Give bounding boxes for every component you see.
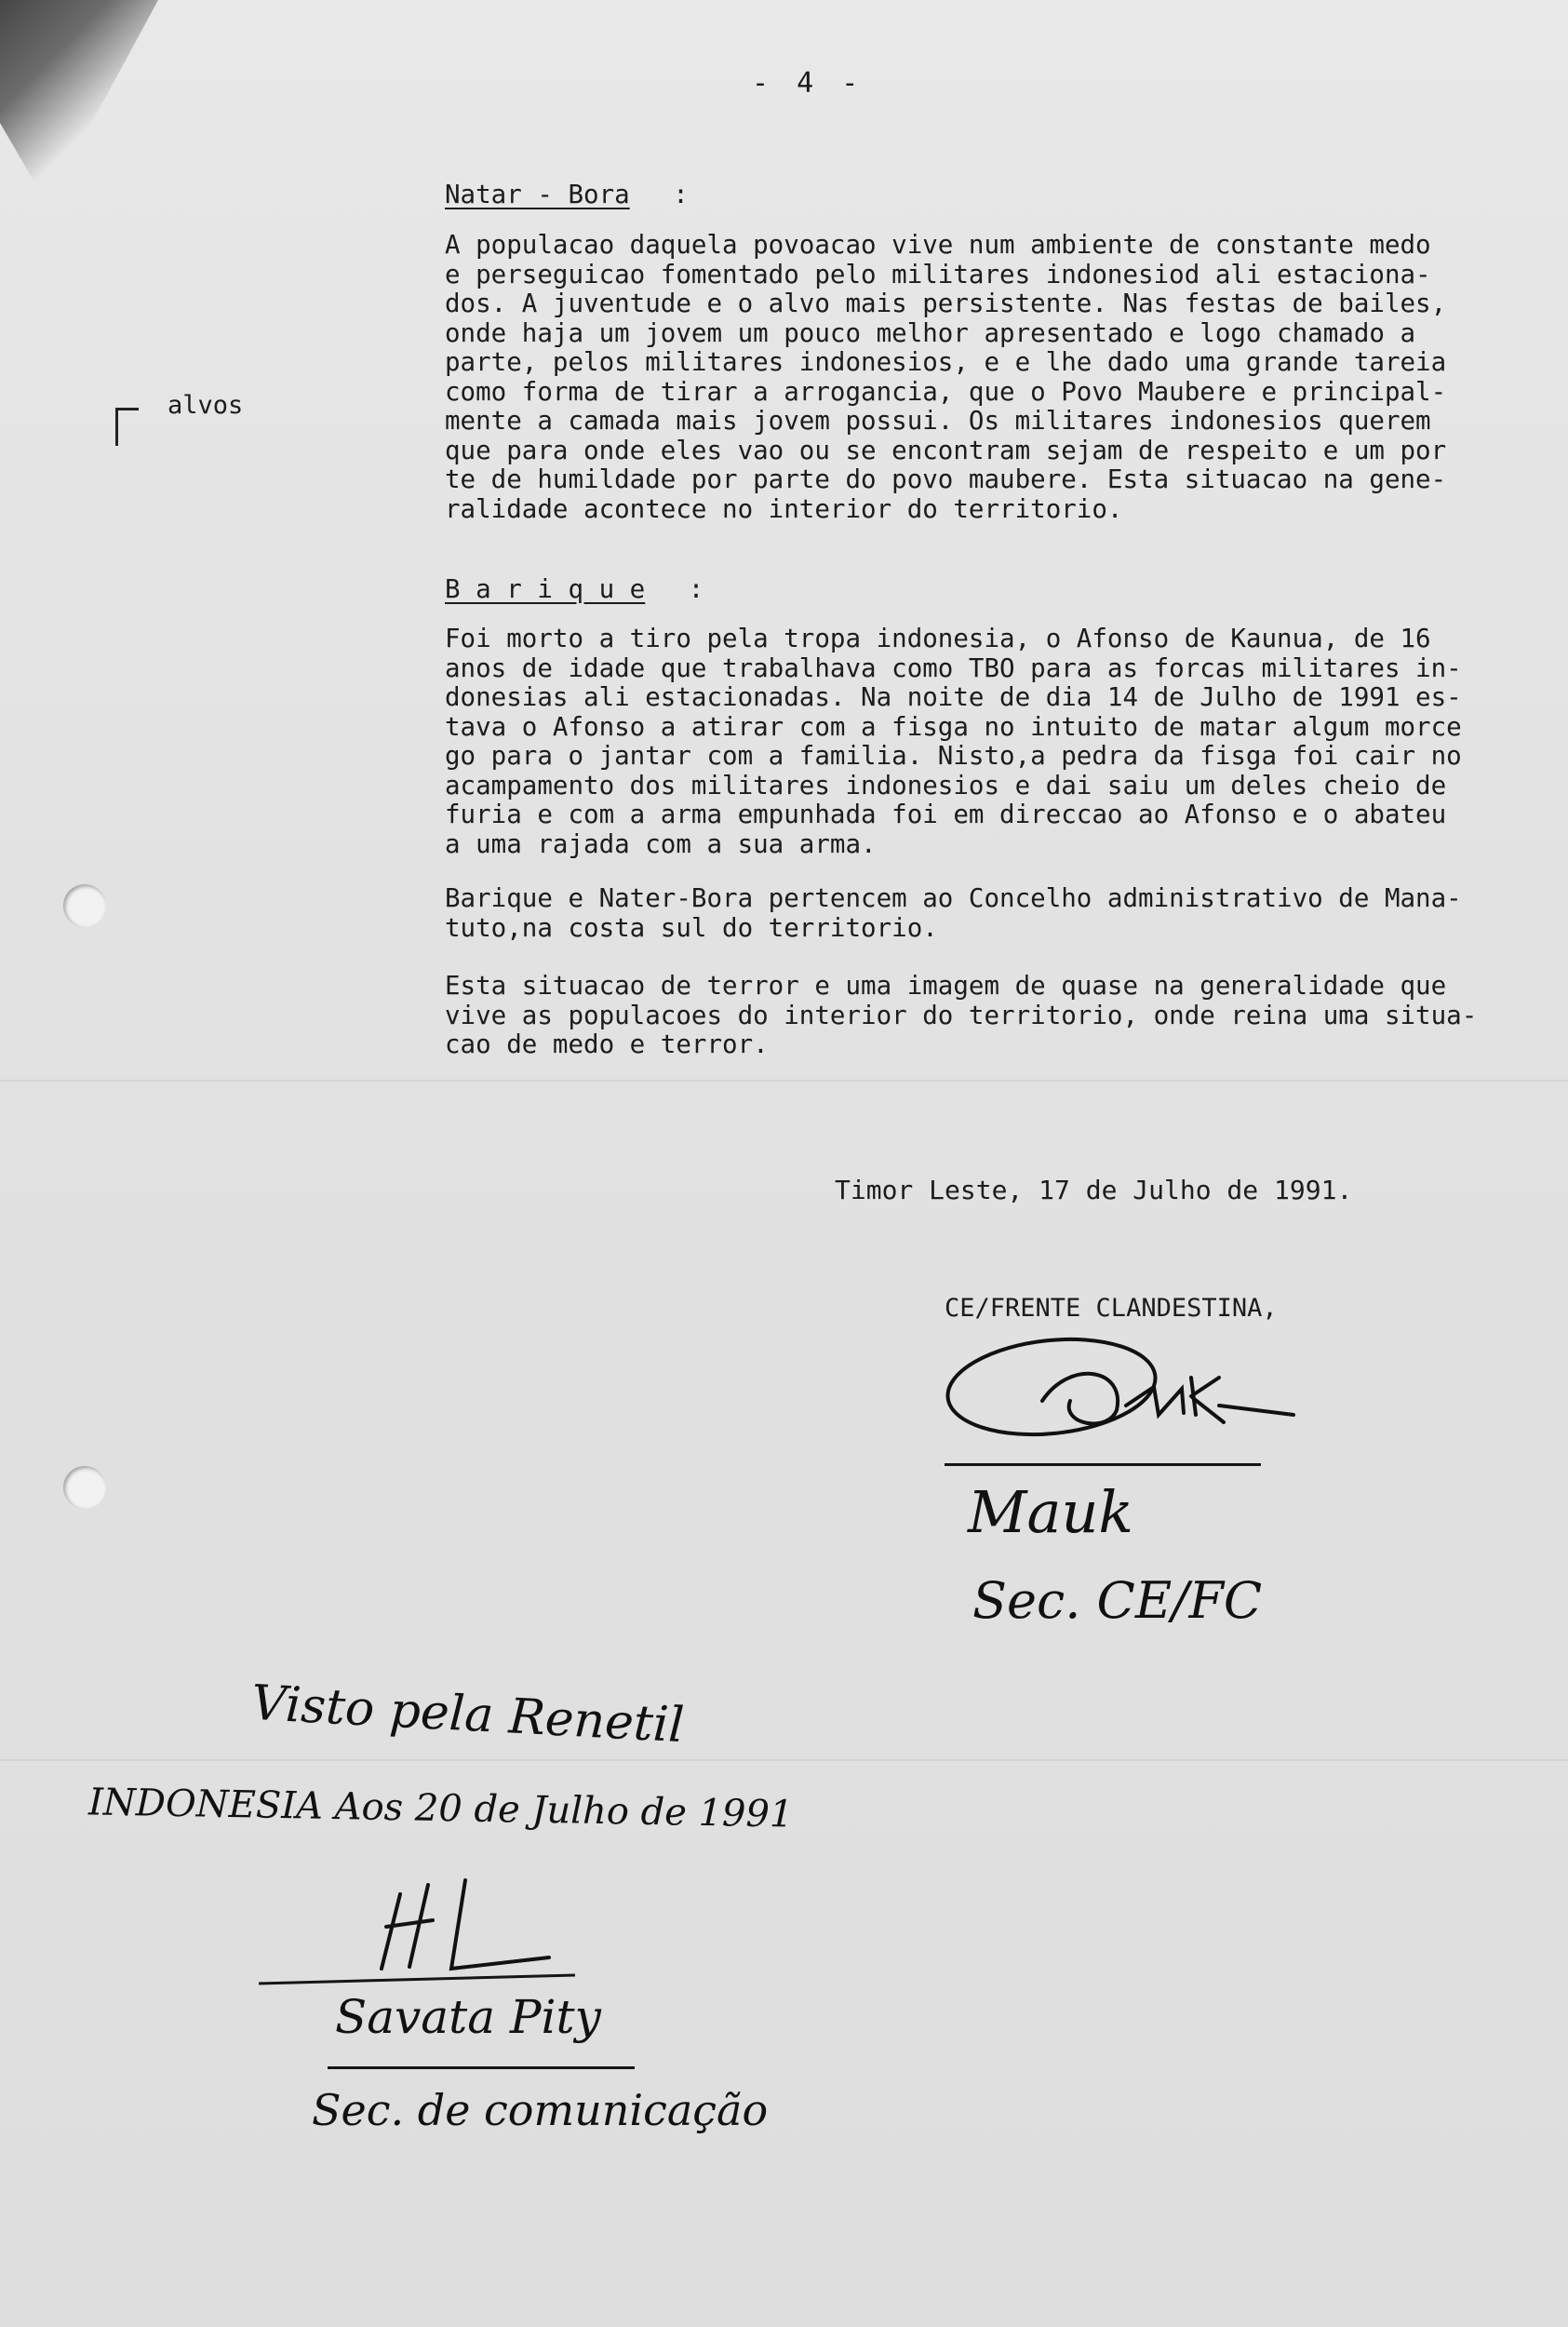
text-line: Esta situacao de terror e uma imagem de quase na generalidade que: [445, 971, 1447, 1001]
heading-natar-bora-text: Natar - Bora: [445, 180, 630, 209]
text-line: parte, pelos militares indonesios, e e lhe dado uma grande tareia: [445, 347, 1447, 377]
text-line: tava o Afonso a atirar com a fisga no intuito de matar algum morce: [445, 711, 1462, 742]
text-line: e perseguicao fomentado pelo militares indonesiod ali estaciona-: [445, 259, 1431, 289]
text-line: ralidade acontece no interior do territorio.: [445, 493, 1123, 524]
text-line: que para onde eles vao ou se encontram sejam de respeito e um por: [445, 435, 1447, 465]
signature-line: [945, 1463, 1261, 1466]
paragraph-concelho: [445, 884, 1543, 943]
text-line: te de humildade por parte do povo maubere. Esta situacao na gene-: [445, 464, 1447, 494]
text-line: como forma de tirar a arrogancia, que o Povo Maubere e principal-: [445, 376, 1447, 407]
text-line: donesias ali estacionadas. Na noite de dia 14 de Julho de 1991 es-: [445, 682, 1462, 712]
text-line: furia e com a arma empunhada foi em direccao ao Afonso e o abateu: [445, 800, 1447, 829]
handwritten-date: INDONESIA Aos 20 de Julho de 1991: [87, 1781, 794, 1836]
text-line: cao de medo e terror.: [445, 1029, 769, 1059]
dateline: Timor Leste, 17 de Julho de 1991.: [835, 1175, 1353, 1205]
fold-line: [0, 1080, 1568, 1082]
text-line: go para o jantar com a familia. Nisto,a pedra da fisga foi cair no: [445, 741, 1462, 771]
signatory-title: Sec. CE/FC: [972, 1571, 1263, 1630]
heading-barique-text: B a r i q u e: [445, 574, 646, 604]
signatory-name: Mauk: [968, 1478, 1133, 1546]
heading-barique: [445, 574, 704, 604]
text-line: A populacao daquela povoacao vive num ambiente de constante medo: [445, 230, 1431, 260]
heading-colon: :: [688, 574, 704, 604]
text-line: Foi morto a tiro pela tropa indonesia, o Afonso de Kaunua, de 16: [445, 624, 1431, 653]
punch-hole: [63, 1466, 106, 1509]
page-number: - 4 -: [752, 67, 864, 100]
signature-scribble: [940, 1322, 1312, 1461]
text-line: anos de idade que trabalhava como TBO para as forcas militares in-: [445, 652, 1462, 683]
punch-hole: [63, 884, 106, 927]
organization-name: CE/FRENTE CLANDESTINA,: [945, 1294, 1278, 1323]
text-line: tuto,na costa sul do territorio.: [445, 912, 938, 943]
torn-corner-shadow: [0, 0, 158, 205]
paragraph-barique: [445, 625, 1543, 859]
endorser-name: Savata Pity: [335, 1990, 601, 2044]
paragraph-terror: [445, 972, 1543, 1060]
text-line: vive as populacoes do interior do territorio, onde reina uma situa-: [445, 1000, 1478, 1030]
heading-natar-bora: [445, 180, 689, 209]
text-line: acampamento dos militares indonesios e dai saiu um deles cheio de: [445, 770, 1447, 800]
heading-colon: :: [673, 180, 689, 209]
paragraph-natar-bora: [445, 231, 1543, 524]
handwritten-endorsement: Visto pela Renetil: [249, 1675, 686, 1755]
margin-note-alvos: alvos: [168, 391, 244, 420]
endorser-signature-scribble: [363, 1876, 605, 1978]
margin-bracket-mark: [115, 408, 139, 446]
endorser-title: Sec. de comunicação: [312, 2085, 769, 2135]
text-line: Barique e Nater-Bora pertencem ao Concelho administrativo de Mana-: [445, 883, 1462, 913]
endorser-name-line: [328, 2066, 635, 2069]
fold-line: [0, 1759, 1568, 1761]
text-line: mente a camada mais jovem possui. Os militares indonesios querem: [445, 406, 1431, 436]
text-line: a uma rajada com a sua arma.: [445, 828, 877, 859]
text-line: dos. A juventude e o alvo mais persistente. Nas festas de bailes,: [445, 289, 1447, 318]
text-line: onde haja um jovem um pouco melhor apresentado e logo chamado a: [445, 317, 1416, 348]
